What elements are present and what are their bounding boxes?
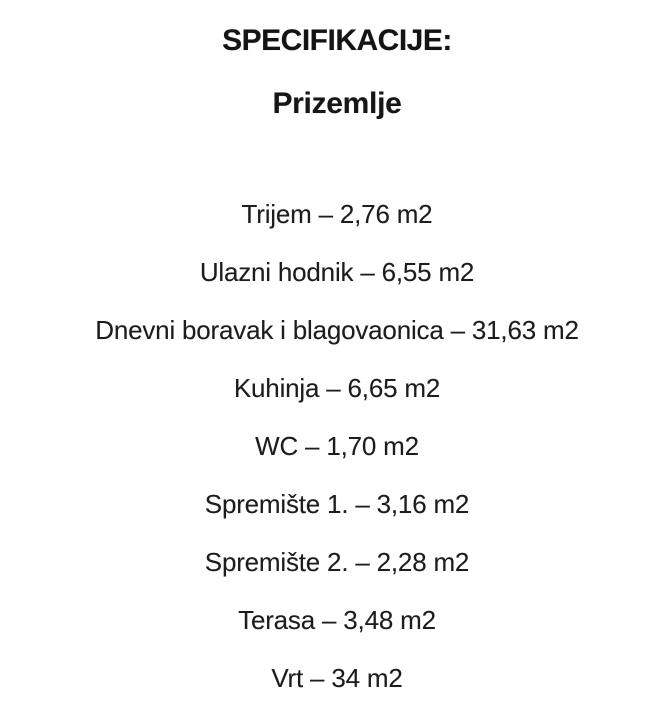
spec-item: Kuhinja – 6,65 m2 <box>233 372 441 403</box>
spec-item: WC – 1,70 m2 <box>255 430 419 461</box>
spec-item: Spremište 2. – 2,28 m2 <box>204 546 470 577</box>
spec-item: Vrt – 34 m2 <box>271 662 403 693</box>
section-subtitle: Prizemlje <box>272 87 402 120</box>
spec-item: Dnevni boravak i blagovaonica – 31,63 m2 <box>95 314 579 345</box>
spec-item: Ulazni hodnik – 6,55 m2 <box>199 256 475 287</box>
spec-item: Terasa – 3,48 m2 <box>238 604 436 635</box>
spec-item: Trijem – 2,76 m2 <box>241 198 433 229</box>
spec-item: Spremište 1. – 3,16 m2 <box>204 488 470 519</box>
spec-list <box>8 185 666 705</box>
page-title: SPECIFIKACIJE: <box>222 24 452 57</box>
